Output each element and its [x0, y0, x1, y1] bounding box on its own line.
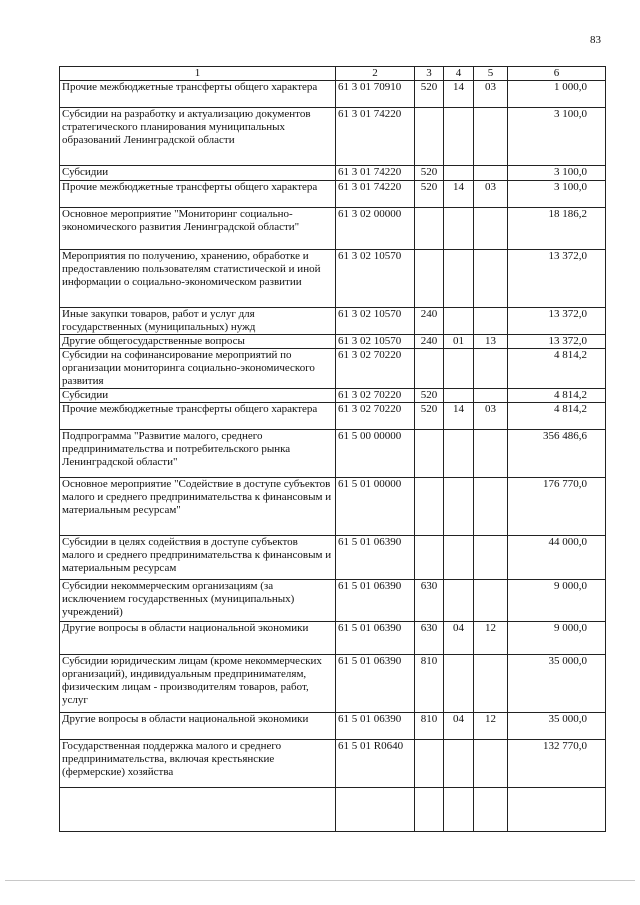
row-code: 61 5 01 06390 [336, 713, 415, 740]
table-row [60, 788, 606, 832]
row-amount: 3 100,0 [508, 166, 606, 181]
row-section [444, 308, 474, 335]
column-header: 4 [444, 67, 474, 81]
row-code: 61 5 00 00000 [336, 430, 415, 478]
row-expense-type: 810 [415, 713, 444, 740]
column-header: 6 [508, 67, 606, 81]
row-name: Иные закупки товаров, работ и услуг для государственных (муниципальных) нужд [60, 308, 336, 335]
table-row [60, 81, 606, 108]
row-amount: 4 814,2 [508, 349, 606, 389]
row-subsection [474, 430, 508, 478]
row-code: 61 5 01 06390 [336, 655, 415, 713]
table-row [60, 250, 606, 308]
row-expense-type [415, 740, 444, 788]
row-code: 61 3 01 70910 [336, 81, 415, 108]
row-subsection: 13 [474, 335, 508, 349]
row-expense-type: 520 [415, 81, 444, 108]
table-row [60, 622, 606, 655]
row-section: 14 [444, 81, 474, 108]
row-code: 61 3 02 10570 [336, 250, 415, 308]
row-expense-type: 520 [415, 181, 444, 208]
row-name [60, 788, 336, 832]
row-subsection [474, 250, 508, 308]
row-name: Мероприятия по получению, хранению, обработке и предоставлению пользователям статистической и иной информации о социально-экономическом развитии [60, 250, 336, 308]
row-code: 61 3 02 10570 [336, 308, 415, 335]
table-row [60, 430, 606, 478]
scan-edge-divider [5, 880, 635, 881]
row-code: 61 5 01 06390 [336, 580, 415, 622]
row-name: Подпрограмма "Развитие малого, среднего предпринимательства и потребительского рынка Ленинградской области" [60, 430, 336, 478]
table-row [60, 181, 606, 208]
row-subsection [474, 308, 508, 335]
row-section [444, 580, 474, 622]
row-code: 61 5 01 00000 [336, 478, 415, 536]
row-subsection [474, 536, 508, 580]
table-row [60, 208, 606, 250]
table-row [60, 166, 606, 181]
row-section: 01 [444, 335, 474, 349]
row-name: Другие вопросы в области национальной экономики [60, 713, 336, 740]
row-name: Субсидии на софинансирование мероприятий по организации мониторинга социально-экономического развития [60, 349, 336, 389]
row-section [444, 536, 474, 580]
row-expense-type: 240 [415, 335, 444, 349]
row-amount: 35 000,0 [508, 713, 606, 740]
row-name: Государственная поддержка малого и среднего предпринимательства, включая крестьянские (фермерские) хозяйства [60, 740, 336, 788]
row-amount: 13 372,0 [508, 335, 606, 349]
column-header: 5 [474, 67, 508, 81]
row-subsection [474, 208, 508, 250]
row-section [444, 349, 474, 389]
table-row [60, 389, 606, 403]
row-name: Основное мероприятие "Содействие в доступе субъектов малого и среднего предпринимательства к финансовым и материальным ресурсам" [60, 478, 336, 536]
row-name: Субсидии [60, 166, 336, 181]
row-amount: 176 770,0 [508, 478, 606, 536]
row-expense-type: 520 [415, 403, 444, 430]
row-name: Субсидии юридическим лицам (кроме некоммерческих организаций), индивидуальным предпринимателям, физическим лицам - производителям товаров, работ, услуг [60, 655, 336, 713]
row-code: 61 5 01 R0640 [336, 740, 415, 788]
table-row [60, 335, 606, 349]
row-amount: 9 000,0 [508, 580, 606, 622]
row-expense-type: 520 [415, 389, 444, 403]
row-name: Другие вопросы в области национальной экономики [60, 622, 336, 655]
row-section [444, 166, 474, 181]
row-subsection [474, 349, 508, 389]
table-row [60, 580, 606, 622]
row-expense-type [415, 208, 444, 250]
header-row [60, 67, 606, 81]
row-amount: 13 372,0 [508, 250, 606, 308]
row-name: Субсидии некоммерческим организациям (за исключением государственных (муниципальных) учреждений) [60, 580, 336, 622]
row-name: Прочие межбюджетные трансферты общего характера [60, 81, 336, 108]
table-row [60, 108, 606, 166]
row-amount: 1 000,0 [508, 81, 606, 108]
row-section: 14 [444, 181, 474, 208]
row-amount: 356 486,6 [508, 430, 606, 478]
row-subsection [474, 788, 508, 832]
row-subsection [474, 740, 508, 788]
row-amount: 132 770,0 [508, 740, 606, 788]
row-code: 61 3 01 74220 [336, 166, 415, 181]
row-section [444, 208, 474, 250]
row-expense-type [415, 108, 444, 166]
row-expense-type: 810 [415, 655, 444, 713]
row-name: Прочие межбюджетные трансферты общего характера [60, 181, 336, 208]
row-expense-type: 520 [415, 166, 444, 181]
row-amount: 4 814,2 [508, 403, 606, 430]
row-subsection [474, 389, 508, 403]
page-number: 83 [590, 34, 601, 46]
row-section [444, 740, 474, 788]
row-amount: 3 100,0 [508, 181, 606, 208]
row-code: 61 3 02 00000 [336, 208, 415, 250]
row-section [444, 250, 474, 308]
row-subsection: 12 [474, 713, 508, 740]
column-header: 2 [336, 67, 415, 81]
row-code: 61 3 01 74220 [336, 108, 415, 166]
row-code: 61 3 02 70220 [336, 349, 415, 389]
row-amount: 35 000,0 [508, 655, 606, 713]
row-expense-type: 240 [415, 308, 444, 335]
row-expense-type [415, 250, 444, 308]
table-row [60, 655, 606, 713]
table-row [60, 740, 606, 788]
row-expense-type [415, 788, 444, 832]
row-subsection: 03 [474, 181, 508, 208]
row-code: 61 3 01 74220 [336, 181, 415, 208]
row-amount: 13 372,0 [508, 308, 606, 335]
row-subsection [474, 108, 508, 166]
table-row [60, 713, 606, 740]
row-code: 61 3 02 70220 [336, 403, 415, 430]
row-subsection [474, 580, 508, 622]
row-name: Субсидии на разработку и актуализацию документов стратегического планирования муниципальных образований Ленинградской области [60, 108, 336, 166]
row-subsection: 03 [474, 81, 508, 108]
row-amount [508, 788, 606, 832]
column-header: 1 [60, 67, 336, 81]
table-row [60, 536, 606, 580]
row-name: Субсидии в целях содействия в доступе субъектов малого и среднего предпринимательства к финансовым и материальным ресурсам [60, 536, 336, 580]
table-row [60, 403, 606, 430]
table-row [60, 349, 606, 389]
row-section [444, 108, 474, 166]
row-section [444, 430, 474, 478]
row-section: 14 [444, 403, 474, 430]
row-name: Прочие межбюджетные трансферты общего характера [60, 403, 336, 430]
row-amount: 4 814,2 [508, 389, 606, 403]
row-name: Основное мероприятие "Мониторинг социально-экономического развития Ленинградской области" [60, 208, 336, 250]
row-amount: 9 000,0 [508, 622, 606, 655]
row-section [444, 655, 474, 713]
row-subsection [474, 166, 508, 181]
row-section [444, 788, 474, 832]
row-name: Субсидии [60, 389, 336, 403]
row-subsection: 12 [474, 622, 508, 655]
row-section [444, 389, 474, 403]
table-row [60, 308, 606, 335]
row-expense-type [415, 478, 444, 536]
row-code: 61 5 01 06390 [336, 622, 415, 655]
row-code: 61 3 02 70220 [336, 389, 415, 403]
row-amount: 18 186,2 [508, 208, 606, 250]
row-amount: 44 000,0 [508, 536, 606, 580]
row-section [444, 478, 474, 536]
row-subsection [474, 655, 508, 713]
row-subsection [474, 478, 508, 536]
row-subsection: 03 [474, 403, 508, 430]
budget-table [59, 66, 606, 832]
table-row [60, 478, 606, 536]
row-code [336, 788, 415, 832]
column-header: 3 [415, 67, 444, 81]
row-code: 61 5 01 06390 [336, 536, 415, 580]
row-expense-type: 630 [415, 580, 444, 622]
row-section: 04 [444, 622, 474, 655]
row-expense-type: 630 [415, 622, 444, 655]
row-expense-type [415, 536, 444, 580]
row-expense-type [415, 349, 444, 389]
row-code: 61 3 02 10570 [336, 335, 415, 349]
row-section: 04 [444, 713, 474, 740]
row-amount: 3 100,0 [508, 108, 606, 166]
row-name: Другие общегосударственные вопросы [60, 335, 336, 349]
row-expense-type [415, 430, 444, 478]
